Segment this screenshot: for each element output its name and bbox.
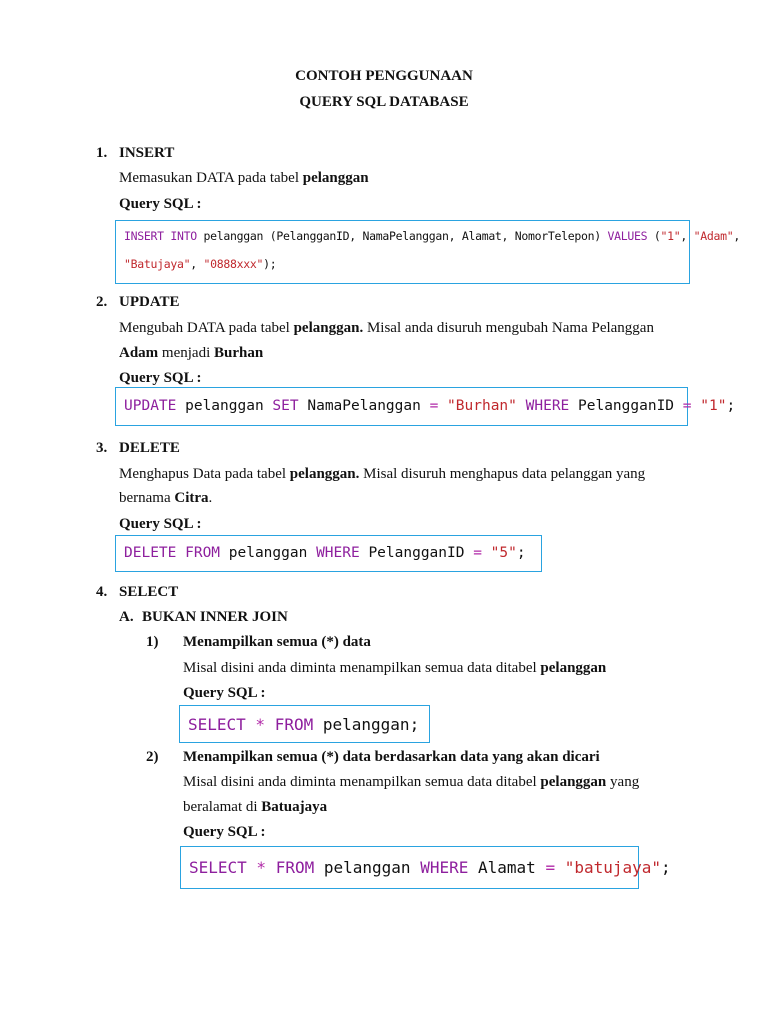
sql-operator: = [473, 545, 482, 561]
sql-text: NamaPelanggan [298, 398, 430, 414]
code-line [124, 398, 735, 414]
sql-text: pelanggan [314, 858, 421, 877]
section-number: 3. [96, 440, 108, 456]
desc-text: beralamat di [183, 799, 262, 815]
desc-text: Mengubah DATA pada tabel [119, 320, 294, 336]
code-line [124, 229, 740, 243]
query-sql-label: Query SQL : [119, 196, 202, 212]
sql-text: pelanggan; [313, 715, 420, 734]
document-title-line2: QUERY SQL DATABASE [299, 94, 469, 110]
sql-keyword: INSERT INTO [124, 229, 197, 243]
sql-text: , [680, 229, 694, 243]
section-number: 4. [96, 584, 108, 600]
sql-code-box-select-all [179, 705, 430, 743]
query-sql-label: Query SQL : [119, 516, 202, 532]
subsection-heading: BUKAN INNER JOIN [142, 609, 288, 625]
desc-text: menjadi [158, 345, 214, 361]
desc-text: Misal anda disuruh mengubah Nama Pelanggan [363, 320, 654, 336]
sql-keyword: SELECT [189, 858, 247, 877]
section-heading-update: UPDATE [119, 294, 180, 310]
item-heading: Menampilkan semua (*) data berdasarkan data yang akan dicari [183, 749, 600, 765]
sql-code-box-select-where [180, 846, 671, 889]
item-description-line2 [183, 799, 327, 816]
sql-text: , [733, 229, 741, 243]
desc-bold: Citra [174, 490, 209, 506]
section-heading-select: SELECT [119, 584, 179, 600]
sql-text: pelanggan [220, 545, 317, 561]
sql-keyword: UPDATE [124, 398, 177, 414]
sql-string: "batujaya" [555, 858, 662, 877]
sql-string: "0888xxx" [203, 257, 264, 271]
code-line [189, 858, 671, 877]
sql-operator: = [682, 398, 692, 414]
sql-string: "1" [660, 229, 681, 243]
code-line [188, 715, 419, 734]
sql-keyword: WHERE [525, 398, 570, 414]
sql-string: "5" [481, 545, 517, 561]
desc-text: Menghapus Data pada tabel [119, 466, 290, 482]
section-heading-delete: DELETE [119, 440, 180, 456]
query-sql-label: Query SQL : [183, 824, 266, 840]
sql-keyword: SET [272, 398, 299, 414]
sql-text: ; [726, 398, 736, 414]
desc-text: yang [606, 774, 640, 790]
sql-string: "1" [691, 398, 727, 414]
sql-text: pelanggan (PelangganID, NamaPelanggan, Alamat, NomorTelepon) [196, 229, 608, 243]
sql-text: ; [661, 858, 671, 877]
desc-bold: Batuajaya [261, 799, 328, 815]
query-sql-label: Query SQL : [119, 370, 202, 386]
sql-keyword: DELETE FROM [124, 545, 221, 561]
section-heading-insert: INSERT [119, 145, 175, 161]
desc-bold: Adam [119, 345, 159, 361]
sql-keyword: FROM [274, 715, 314, 734]
sql-text: , [190, 257, 204, 271]
sql-keyword: SELECT [188, 715, 246, 734]
document-title-line1: CONTOH PENGGUNAAN [295, 68, 473, 84]
desc-text: . [208, 490, 213, 506]
query-sql-label: Query SQL : [183, 685, 266, 701]
sql-text: PelangganID [359, 545, 474, 561]
item-number: 2) [146, 749, 159, 765]
sql-string: "Batujaya" [124, 257, 191, 271]
section-description [119, 170, 369, 187]
sql-keyword: WHERE [420, 858, 469, 877]
sql-code-box-delete [115, 535, 542, 572]
section-description [119, 466, 645, 483]
sql-code-box-insert [115, 220, 741, 284]
desc-text: bernama [119, 490, 175, 506]
sql-keyword: WHERE [316, 545, 360, 561]
section-description-line2 [119, 345, 263, 362]
desc-text: Misal disini anda diminta menampilkan semua data ditabel [183, 660, 541, 676]
sql-text: ( [647, 229, 661, 243]
sql-text: ; [516, 545, 526, 561]
sql-string: "Adam" [693, 229, 734, 243]
desc-bold: pelanggan [302, 170, 369, 186]
sql-text: PelangganID [569, 398, 683, 414]
section-description-line2 [119, 490, 212, 507]
item-heading: Menampilkan semua (*) data [183, 634, 371, 650]
sql-operator: * [246, 858, 276, 877]
section-number: 1. [96, 145, 108, 161]
code-line [124, 545, 526, 561]
desc-text: Misal disuruh menghapus data pelanggan yang [359, 466, 646, 482]
sql-operator: = [429, 398, 439, 414]
item-description [183, 774, 639, 791]
section-description [119, 320, 654, 337]
sql-keyword: FROM [275, 858, 315, 877]
section-number: 2. [96, 294, 108, 310]
desc-bold: pelanggan [540, 774, 607, 790]
item-number: 1) [146, 634, 159, 650]
subsection-label: A. [119, 609, 134, 625]
sql-text: ); [263, 257, 277, 271]
desc-bold: Burhan [214, 345, 264, 361]
code-line [124, 257, 276, 271]
desc-bold: pelanggan. [289, 466, 360, 482]
sql-text: Alamat [468, 858, 546, 877]
item-description [183, 660, 606, 677]
sql-string: "Burhan" [438, 398, 526, 414]
desc-text: Misal disini anda diminta menampilkan semua data ditabel [183, 774, 541, 790]
sql-code-box-update [115, 387, 736, 426]
desc-bold: pelanggan [540, 660, 607, 676]
sql-operator: = [545, 858, 556, 877]
desc-bold: pelanggan. [293, 320, 364, 336]
sql-text: pelanggan [176, 398, 273, 414]
sql-operator: * [245, 715, 275, 734]
sql-keyword: VALUES [607, 229, 648, 243]
desc-text: Memasukan DATA pada tabel [119, 170, 303, 186]
